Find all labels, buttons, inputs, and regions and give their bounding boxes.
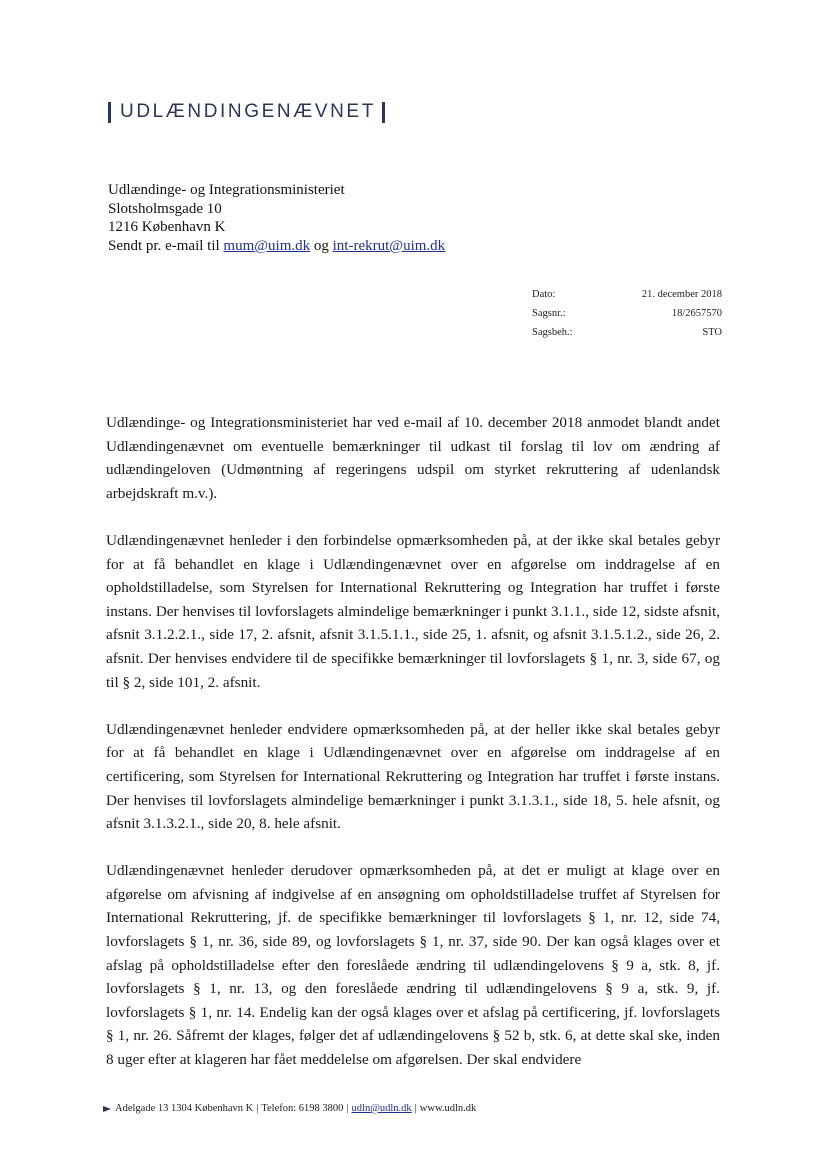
recipient-name: Udlændinge- og Integrationsministeriet: [108, 182, 345, 198]
letter-body: [106, 411, 720, 1095]
footer-phone: Telefon: 6198 3800: [261, 1103, 344, 1114]
paragraph: Udlændinge- og Integrationsministeriet har ved e-mail af 10. december 2018 anmodet blandt andet Udlændingenævnet om eventuelle bemærkninger til udkast til forslag til lov om ændring af udlændingeloven (Udmøntning af regeringens udspil om styrket rekruttering af udenlandsk arbejdskraft m.v.).: [106, 414, 720, 502]
case-number-label: Sagsnr.:: [532, 308, 566, 319]
arrow-icon: [103, 1106, 111, 1112]
logo-text: UDLÆNDINGENÆVNET: [120, 101, 376, 122]
meta-row-case: [532, 304, 722, 323]
paragraph: Udlændingenævnet henleder derudover opmærksomheden på, at det er muligt at klage over en afgørelse om afvisning af indgivelse af en ansøgning om opholdstilladelse truffet af Styrelsen for International Rekruttering, jf. de specifikke bemærkninger til lovforslagets § 1, nr. 12, side 74, lovforslagets § 1, nr. 36, side 89, og lovforslagets § 1, nr. 37, side 90. Der kan også klages over et afslag på opholdstilladelse efter den foreslåede ændring til udlændingelovens § 9 a, stk. 8, jf. lovforslagets § 1, nr. 13, og den foreslåede ændring til udlændingelovens § 9 a, stk. 9, jf. lovforslagets § 1, nr. 14. Endelig kan der også klages over et afslag på certificering, jf. lovforslagets § 1, nr. 26. Såfremt der klages, følger det af udlændingelovens § 52 b, stk. 6, at dette skal ske, inden 8 uger efter at klageren har fået meddelelse om afgørelsen. Der skal endvidere: [106, 862, 720, 1069]
sent-connector: og: [310, 237, 333, 254]
paragraph: Udlændingenævnet henleder i den forbindelse opmærksomheden på, at der ikke skal betales gebyr for at få behandlet en klage i Udlændingenævnet over en afgørelse om inddragelse af en opholdstilladelse, som Styrelsen for International Rekruttering og Integration har truffet i første instans. Der henvises til lovforslagets almindelige bemærkninger i punkt 3.1.1., side 12, sidste afsnit, afsnit 3.1.2.2.1., side 17, 2. afsnit, afsnit 3.1.5.1.1., side 25, 1. afsnit, og afsnit 3.1.5.1.2., side 26, 2. afsnit. Der henvises endvidere til de specifikke bemærkninger til lovforslagets § 1, nr. 3, side 67, og til § 2, side 101, 2. afsnit.: [106, 531, 720, 691]
footer: [103, 1103, 476, 1114]
footer-address: Adelgade 13 1304 København K: [115, 1103, 254, 1114]
footer-separator: |: [414, 1103, 417, 1114]
case-handler-label: Sagsbeh.:: [532, 327, 573, 338]
meta-row-handler: [532, 323, 722, 342]
footer-separator: |: [256, 1103, 259, 1114]
logo-bar-left: [108, 102, 111, 123]
sent-prefix: Sendt pr. e-mail til: [108, 237, 224, 254]
case-metadata: [532, 285, 722, 342]
recipient-sent-line: [108, 237, 445, 256]
date-label: Dato:: [532, 289, 556, 300]
case-handler-value: STO: [702, 327, 722, 338]
date-value: 21. december 2018: [641, 289, 722, 300]
recipient-street: Slotsholmsgade 10: [108, 200, 222, 217]
logo-bar-right: [382, 102, 385, 123]
meta-row-date: [532, 285, 722, 304]
footer-separator: |: [346, 1103, 349, 1114]
paragraph: Udlændingenævnet henleder endvidere opmærksomheden på, at der heller ikke skal betales gebyr for at få behandlet en klage i Udlændingenævnet over en afgørelse om inddragelse af en certificering, som Styrelsen for International Rekruttering og Integration har truffet i første instans. Der henvises til lovforslagets almindelige bemærkninger i punkt 3.1.3.1., side 18, 5. hele afsnit, og afsnit 3.1.3.2.1., side 20, 8. hele afsnit.: [106, 720, 720, 833]
recipient-address: [108, 181, 445, 255]
recipient-city: 1216 København K: [108, 219, 226, 235]
email-link-mum[interactable]: mum@uim.dk: [223, 237, 311, 254]
footer-email-link[interactable]: udln@udln.dk: [351, 1103, 412, 1114]
case-number-value: 18/2657570: [671, 308, 722, 319]
footer-website-link[interactable]: www.udln.dk: [419, 1103, 477, 1114]
logo: [108, 101, 385, 123]
email-link-int-rekrut[interactable]: int-rekrut@uim.dk: [332, 237, 446, 254]
